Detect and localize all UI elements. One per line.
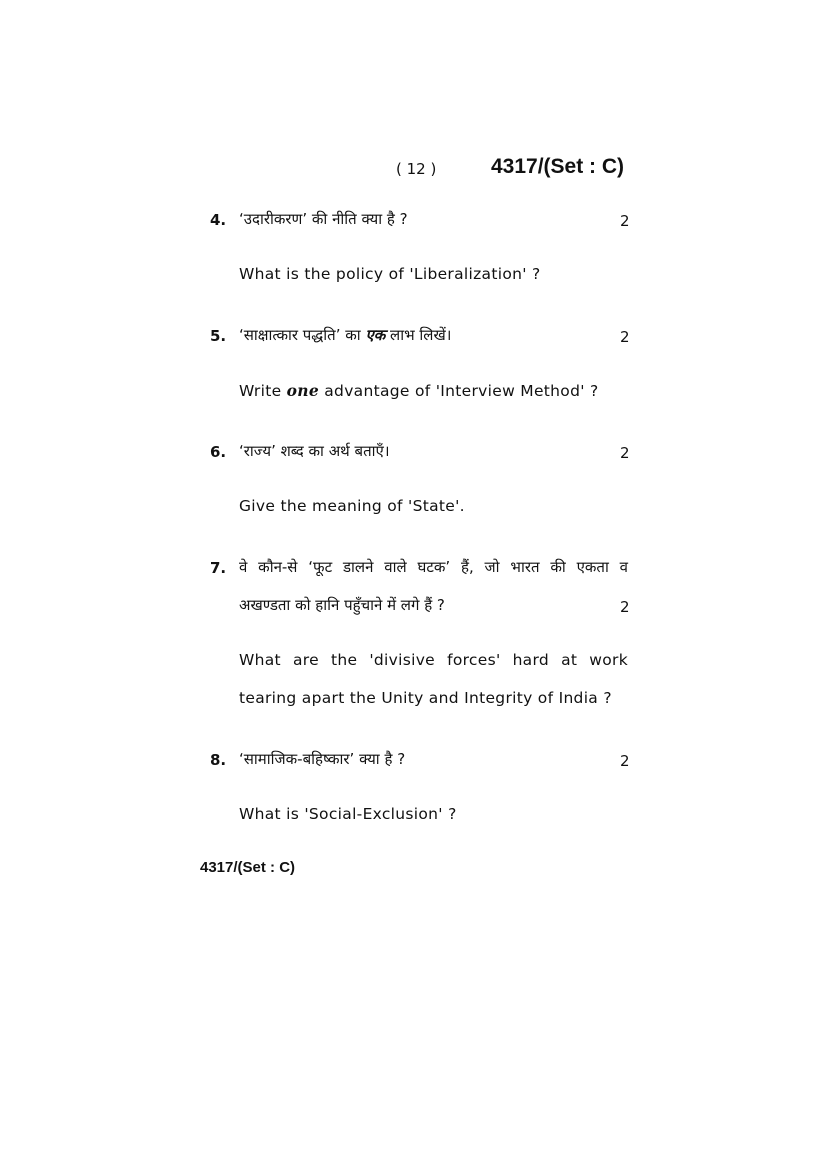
question-english: What is the policy of 'Liberalization' ? <box>239 265 541 283</box>
emphasis-text: one <box>286 381 320 400</box>
page-number: ( 12 ) <box>396 160 437 178</box>
question-marks: 2 <box>620 328 630 346</box>
question-english-line-1: What are the 'divisive forces' hard at work <box>239 651 628 669</box>
question-marks: 2 <box>620 212 630 230</box>
question-hindi-line-2: अखण्डता को हानि पहुँचाने में लगे हैं ? <box>239 596 445 614</box>
question-number: 4. <box>210 211 227 229</box>
question-english: Give the meaning of 'State'. <box>239 497 465 515</box>
question-number: 7. <box>210 559 227 577</box>
paper-code-header: 4317/(Set : C) <box>491 155 625 178</box>
question-hindi: ‘सामाजिक-बहिष्कार’ क्या है ? <box>239 750 406 768</box>
question-number: 5. <box>210 327 227 345</box>
question-english: What is 'Social-Exclusion' ? <box>239 805 457 823</box>
question-hindi-line-1: वे कौन-से ‘फूट डालने वाले घटक’ हैं, जो भारत की एकता व <box>239 558 628 576</box>
question-marks: 2 <box>620 598 630 616</box>
question-number: 8. <box>210 751 227 769</box>
question-marks: 2 <box>620 752 630 770</box>
question-hindi: ‘राज्य’ शब्द का अर्थ बताएँ। <box>239 442 390 460</box>
question-hindi: ‘उदारीकरण’ की नीति क्या है ? <box>239 210 408 228</box>
question-english: Write one advantage of 'Interview Method' ? <box>239 381 599 400</box>
question-number: 6. <box>210 443 227 461</box>
question-english-line-2: tearing apart the Unity and Integrity of India ? <box>239 689 612 707</box>
question-marks: 2 <box>620 444 630 462</box>
paper-code-footer: 4317/(Set : C) <box>200 859 296 876</box>
emphasis-text: एक <box>365 326 386 344</box>
question-hindi: ‘साक्षात्कार पद्धति’ का एक लाभ लिखें। <box>239 326 452 344</box>
